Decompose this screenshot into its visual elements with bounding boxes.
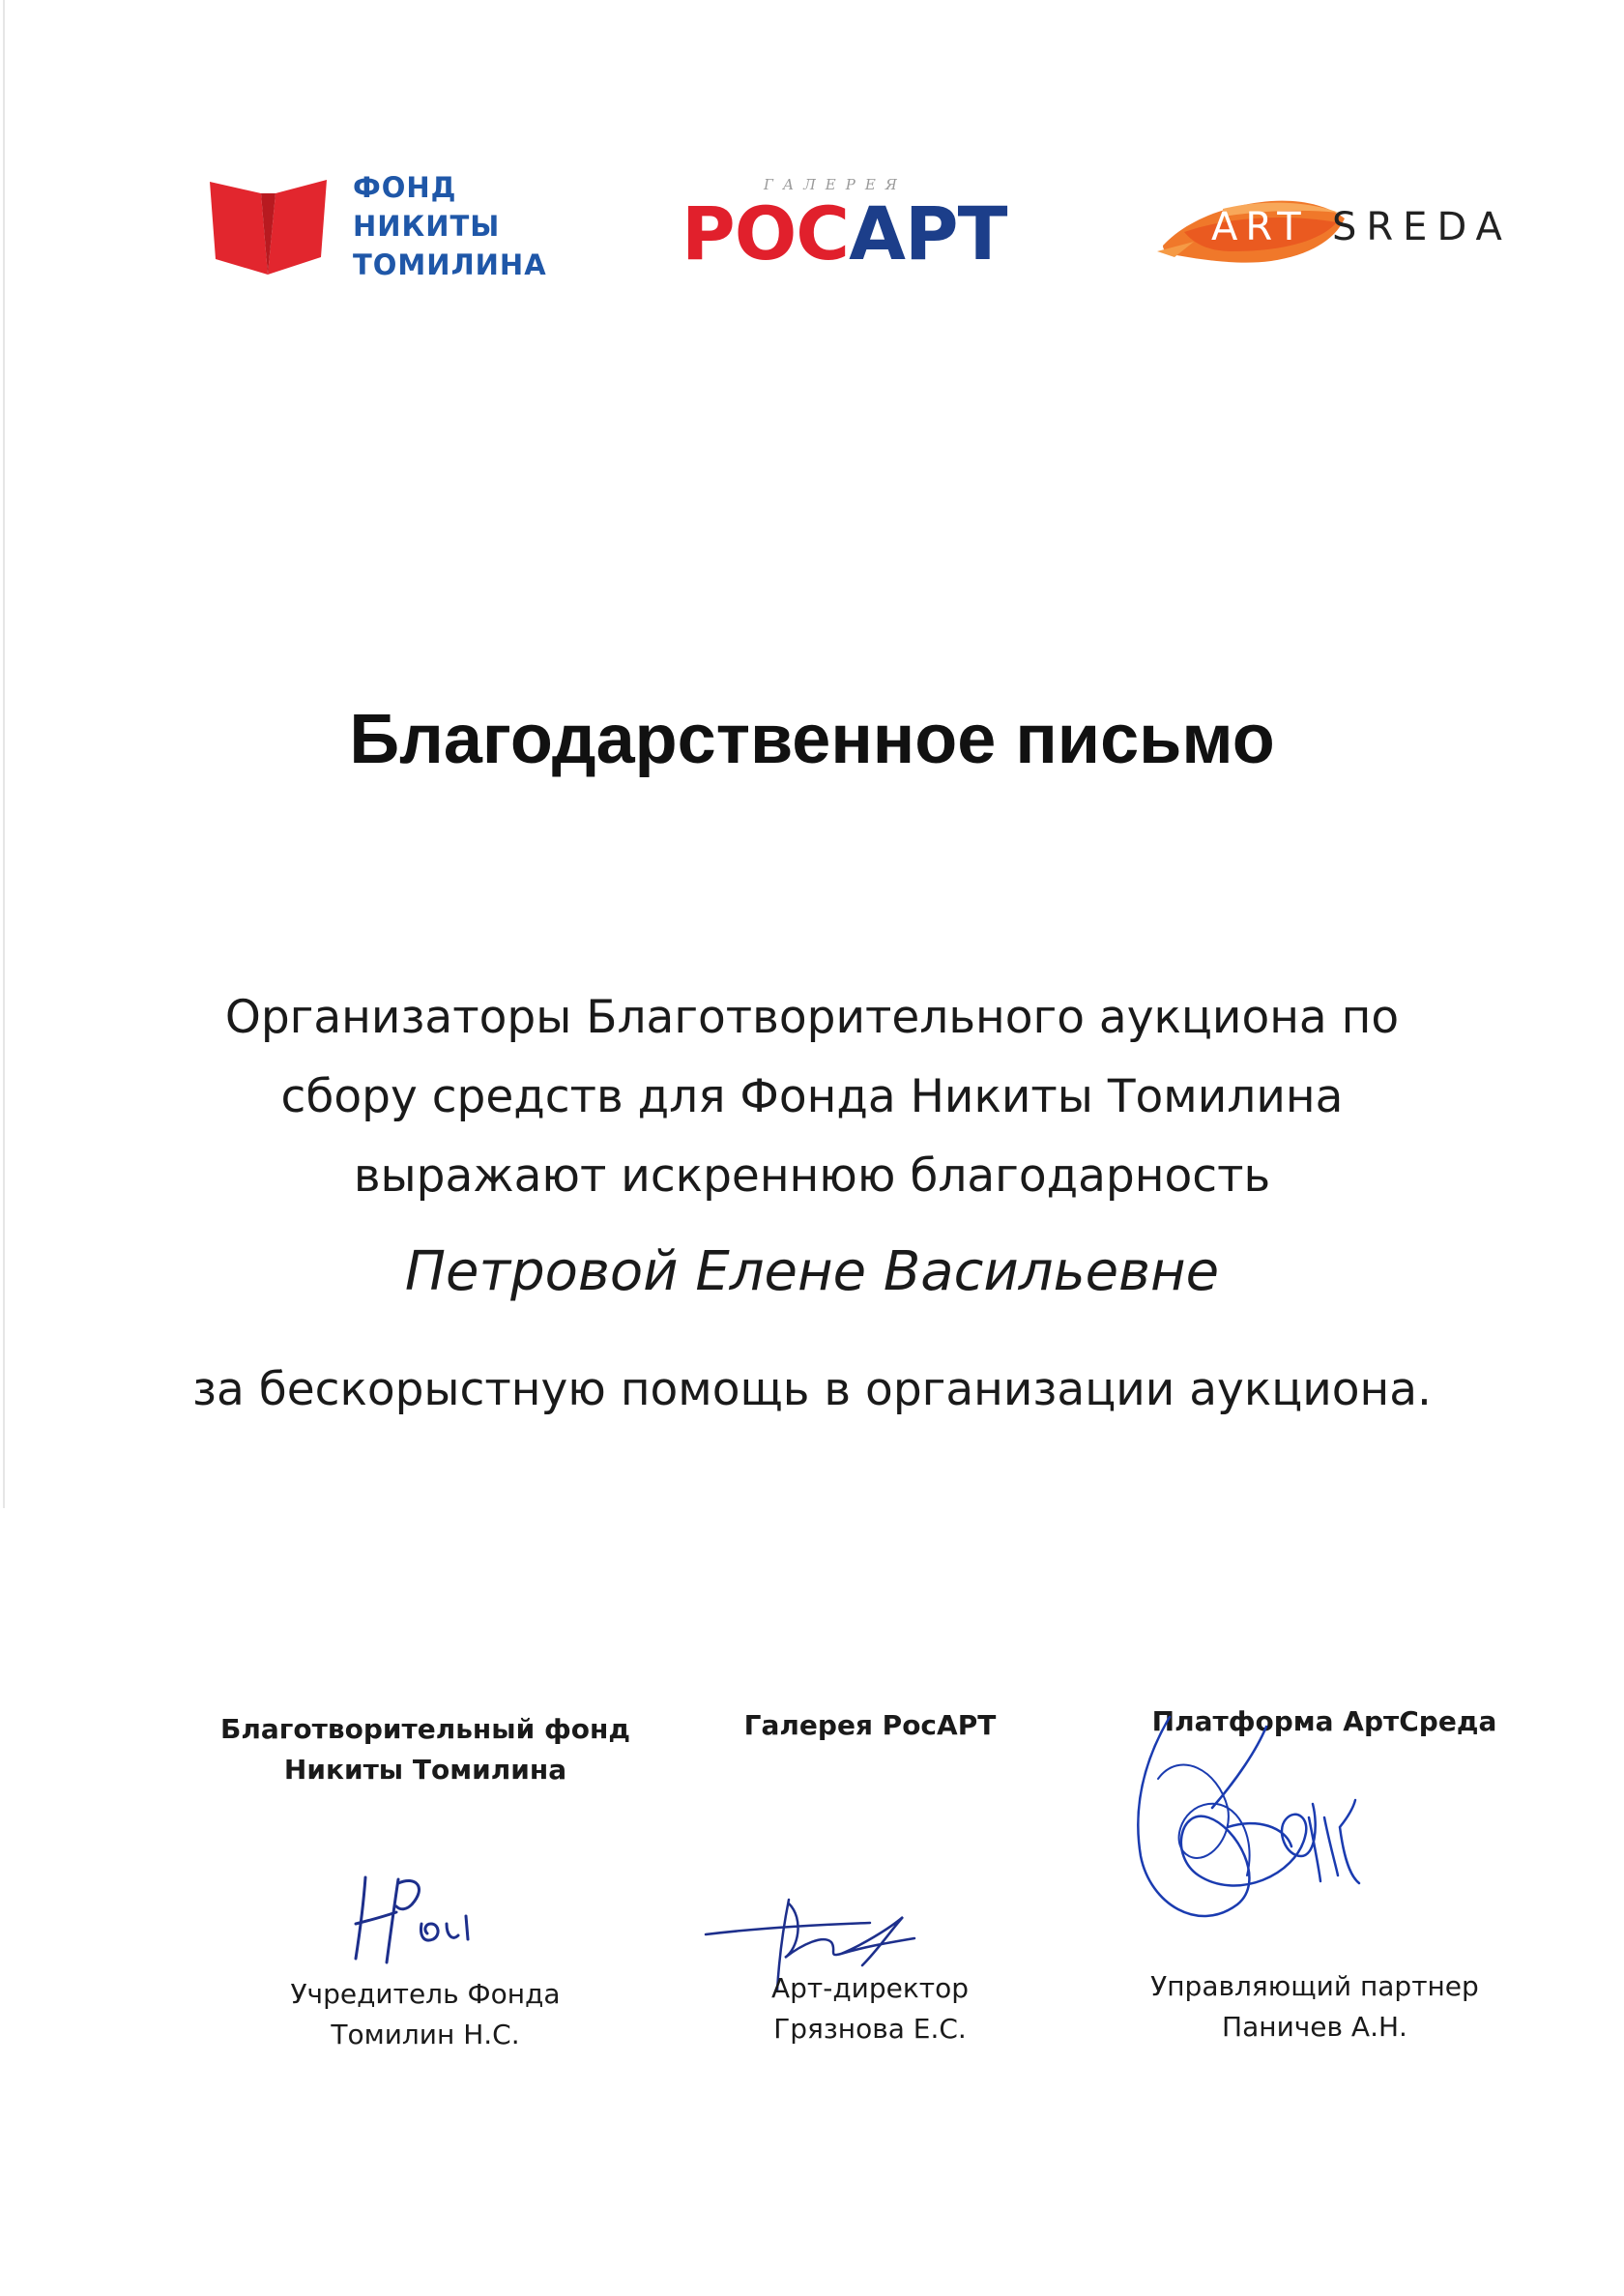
artsreda-sreda-word: SREDA xyxy=(1332,205,1512,249)
signer-artsreda xyxy=(1112,1966,1518,2048)
fond-logo-line2: НИКИТЫ xyxy=(353,210,501,243)
fond-tomilina-logo xyxy=(208,164,556,290)
letter-body xyxy=(135,978,1489,1216)
body-line-3: выражают искреннюю благодарность xyxy=(353,1149,1271,1203)
fond-logo-line1: ФОНД xyxy=(353,171,457,204)
signature-org-fond-line1: Благотворительный фонд xyxy=(220,1713,630,1745)
signer-rosart-role: Арт-директор xyxy=(770,1972,970,2004)
fond-logo-text xyxy=(353,168,547,284)
rosart-gallery-logo xyxy=(682,172,1030,278)
body-line-2: сбору средств для Фонда Никиты Томилина xyxy=(280,1070,1344,1123)
signer-artsreda-role: Управляющий партнер xyxy=(1150,1970,1479,2002)
open-book-icon xyxy=(208,174,329,280)
signer-fond-name: Томилин Н.С. xyxy=(331,2019,520,2050)
thanks-reason: за бескорыстную помощь в организации аукциона. xyxy=(191,1363,1432,1416)
fond-logo-line3: ТОМИЛИНА xyxy=(353,248,547,281)
rosart-gallery-label: ГАЛЕРЕЯ xyxy=(764,176,907,193)
artsreda-logo xyxy=(1155,184,1532,280)
rosart-wordmark xyxy=(682,190,1007,276)
signer-fond xyxy=(232,1974,619,2055)
signer-fond-role: Учредитель Фонда xyxy=(290,1978,561,2010)
signature-org-rosart xyxy=(696,1705,1044,1746)
signer-rosart xyxy=(677,1968,1063,2049)
signer-artsreda-name: Паничев А.Н. xyxy=(1222,2011,1407,2043)
body-line-1: Организаторы Благотворительного аукциона по xyxy=(224,991,1400,1044)
signer-rosart-name: Грязнова Е.С. xyxy=(773,2013,967,2045)
handwritten-signature-panichev xyxy=(1112,1711,1402,1962)
artsreda-art-word: ART xyxy=(1211,205,1309,249)
rosart-wordmark-red: РОС xyxy=(682,190,850,276)
signature-org-artsreda-line1: Платформа АртСреда xyxy=(1151,1705,1497,1737)
recipient-name: Петровой Елене Васильевне xyxy=(404,1240,1220,1303)
handwritten-signature-tomilin xyxy=(338,1866,522,1972)
letter-title: Благодарственное письмо xyxy=(349,701,1275,778)
signature-org-fond xyxy=(213,1709,638,1790)
signature-org-fond-line2: Никиты Томилина xyxy=(283,1754,567,1786)
rosart-wordmark-blue: АРТ xyxy=(849,190,1007,276)
signature-org-rosart-line1: Галерея РосАРТ xyxy=(743,1709,997,1741)
